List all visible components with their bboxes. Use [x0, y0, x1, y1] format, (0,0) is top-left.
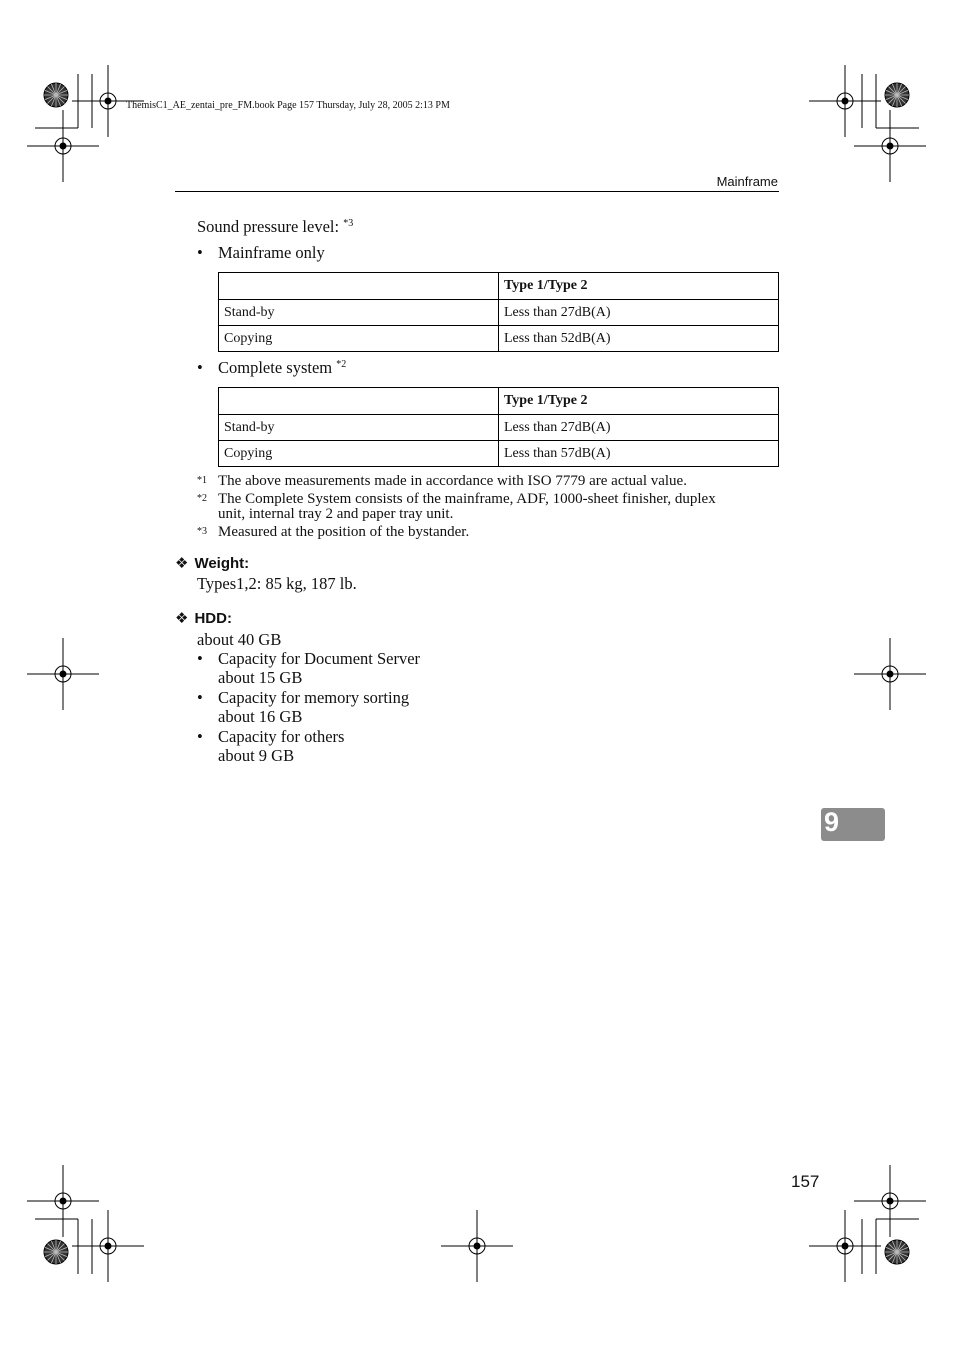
header-rule	[175, 191, 779, 192]
bullet-value: about 16 GB	[218, 707, 303, 726]
section-heading-text: HDD:	[194, 610, 232, 627]
hdd-total: about 40 GB	[197, 630, 282, 649]
footnote-mark: *3	[197, 526, 207, 537]
table-cell-mode: Copying	[219, 326, 499, 352]
crosshair-mark	[27, 638, 99, 710]
footnote-ref: *2	[336, 359, 347, 370]
mainframe-sound-table	[218, 272, 779, 352]
crosshair-mark	[27, 1165, 99, 1237]
footnote-mark: *1	[197, 475, 207, 486]
complete-system-sound-table	[218, 387, 779, 467]
chapter-number: 9	[824, 807, 840, 837]
section-heading-text: Weight:	[194, 555, 250, 572]
crosshair-mark	[809, 1210, 881, 1282]
table-header-empty	[219, 388, 499, 415]
footnote-text: The above measurements made in accordance with ISO 7779 are actual value.	[218, 473, 687, 489]
crosshair-mark	[441, 1210, 513, 1282]
table-column-header: Type 1/Type 2	[499, 388, 779, 415]
chapter-tab	[821, 808, 885, 841]
crosshair-mark	[854, 1165, 926, 1237]
footnote-text-continued: unit, internal tray 2 and paper tray unit.	[218, 506, 454, 522]
bullet-dot: •	[197, 243, 203, 262]
bullet-label: Capacity for others	[218, 727, 345, 746]
weight-heading	[175, 554, 249, 572]
table-cell-value: Less than 27dB(A)	[499, 300, 779, 326]
bullet-value: about 15 GB	[218, 668, 303, 687]
table-row	[219, 300, 779, 326]
table-cell-mode: Stand-by	[219, 300, 499, 326]
weight-value: Types1,2: 85 kg, 187 lb.	[197, 574, 357, 593]
crosshair-mark	[854, 638, 926, 710]
footnote-text: Measured at the position of the bystander.	[218, 524, 470, 540]
color-target-mark	[885, 1240, 909, 1264]
footnote-ref: *3	[343, 218, 354, 229]
crosshair-mark	[27, 110, 99, 182]
hdd-heading	[175, 609, 232, 627]
bullet-label-text: Complete system	[218, 358, 333, 377]
crosshair-mark	[809, 65, 881, 137]
table-header-row	[219, 273, 779, 300]
table-cell-mode: Stand-by	[219, 415, 499, 441]
footnote-text: The Complete System consists of the mainframe, ADF, 1000-sheet finisher, duplex	[218, 491, 716, 507]
table-cell-mode: Copying	[219, 441, 499, 467]
table-column-header: Type 1/Type 2	[499, 273, 779, 300]
table-row	[219, 326, 779, 352]
table-cell-value: Less than 57dB(A)	[499, 441, 779, 467]
diamond-bullet-icon: ❖	[175, 555, 189, 572]
table-row	[219, 415, 779, 441]
color-target-mark	[44, 1240, 68, 1264]
crosshair-mark	[72, 1210, 144, 1282]
bullet-label: Mainframe only	[218, 243, 325, 262]
bullet-dot: •	[197, 688, 203, 707]
running-header-title: Mainframe	[716, 174, 778, 189]
sound-pressure-text: Sound pressure level:	[197, 217, 340, 236]
table-header-empty	[219, 273, 499, 300]
color-target-mark	[44, 83, 68, 107]
bullet-label: Capacity for memory sorting	[218, 688, 410, 707]
footnote-mark: *2	[197, 493, 207, 504]
color-target-mark	[885, 83, 909, 107]
book-info-slug: ThemisC1_AE_zentai_pre_FM.book Page 157 Thursday, July 28, 2005 2:13 PM	[126, 100, 450, 111]
table-header-row	[219, 388, 779, 415]
table-row	[219, 441, 779, 467]
crosshair-mark	[854, 110, 926, 182]
sound-pressure-label	[197, 217, 353, 236]
table-cell-value: Less than 27dB(A)	[499, 415, 779, 441]
bullet-dot: •	[197, 649, 203, 668]
diamond-bullet-icon: ❖	[175, 610, 189, 627]
bullet-label	[218, 358, 346, 377]
page-number: 157	[791, 1172, 820, 1191]
bullet-value: about 9 GB	[218, 746, 295, 765]
bullet-label: Capacity for Document Server	[218, 649, 421, 668]
bullet-dot: •	[197, 358, 203, 377]
bullet-dot: •	[197, 727, 203, 746]
table-cell-value: Less than 52dB(A)	[499, 326, 779, 352]
